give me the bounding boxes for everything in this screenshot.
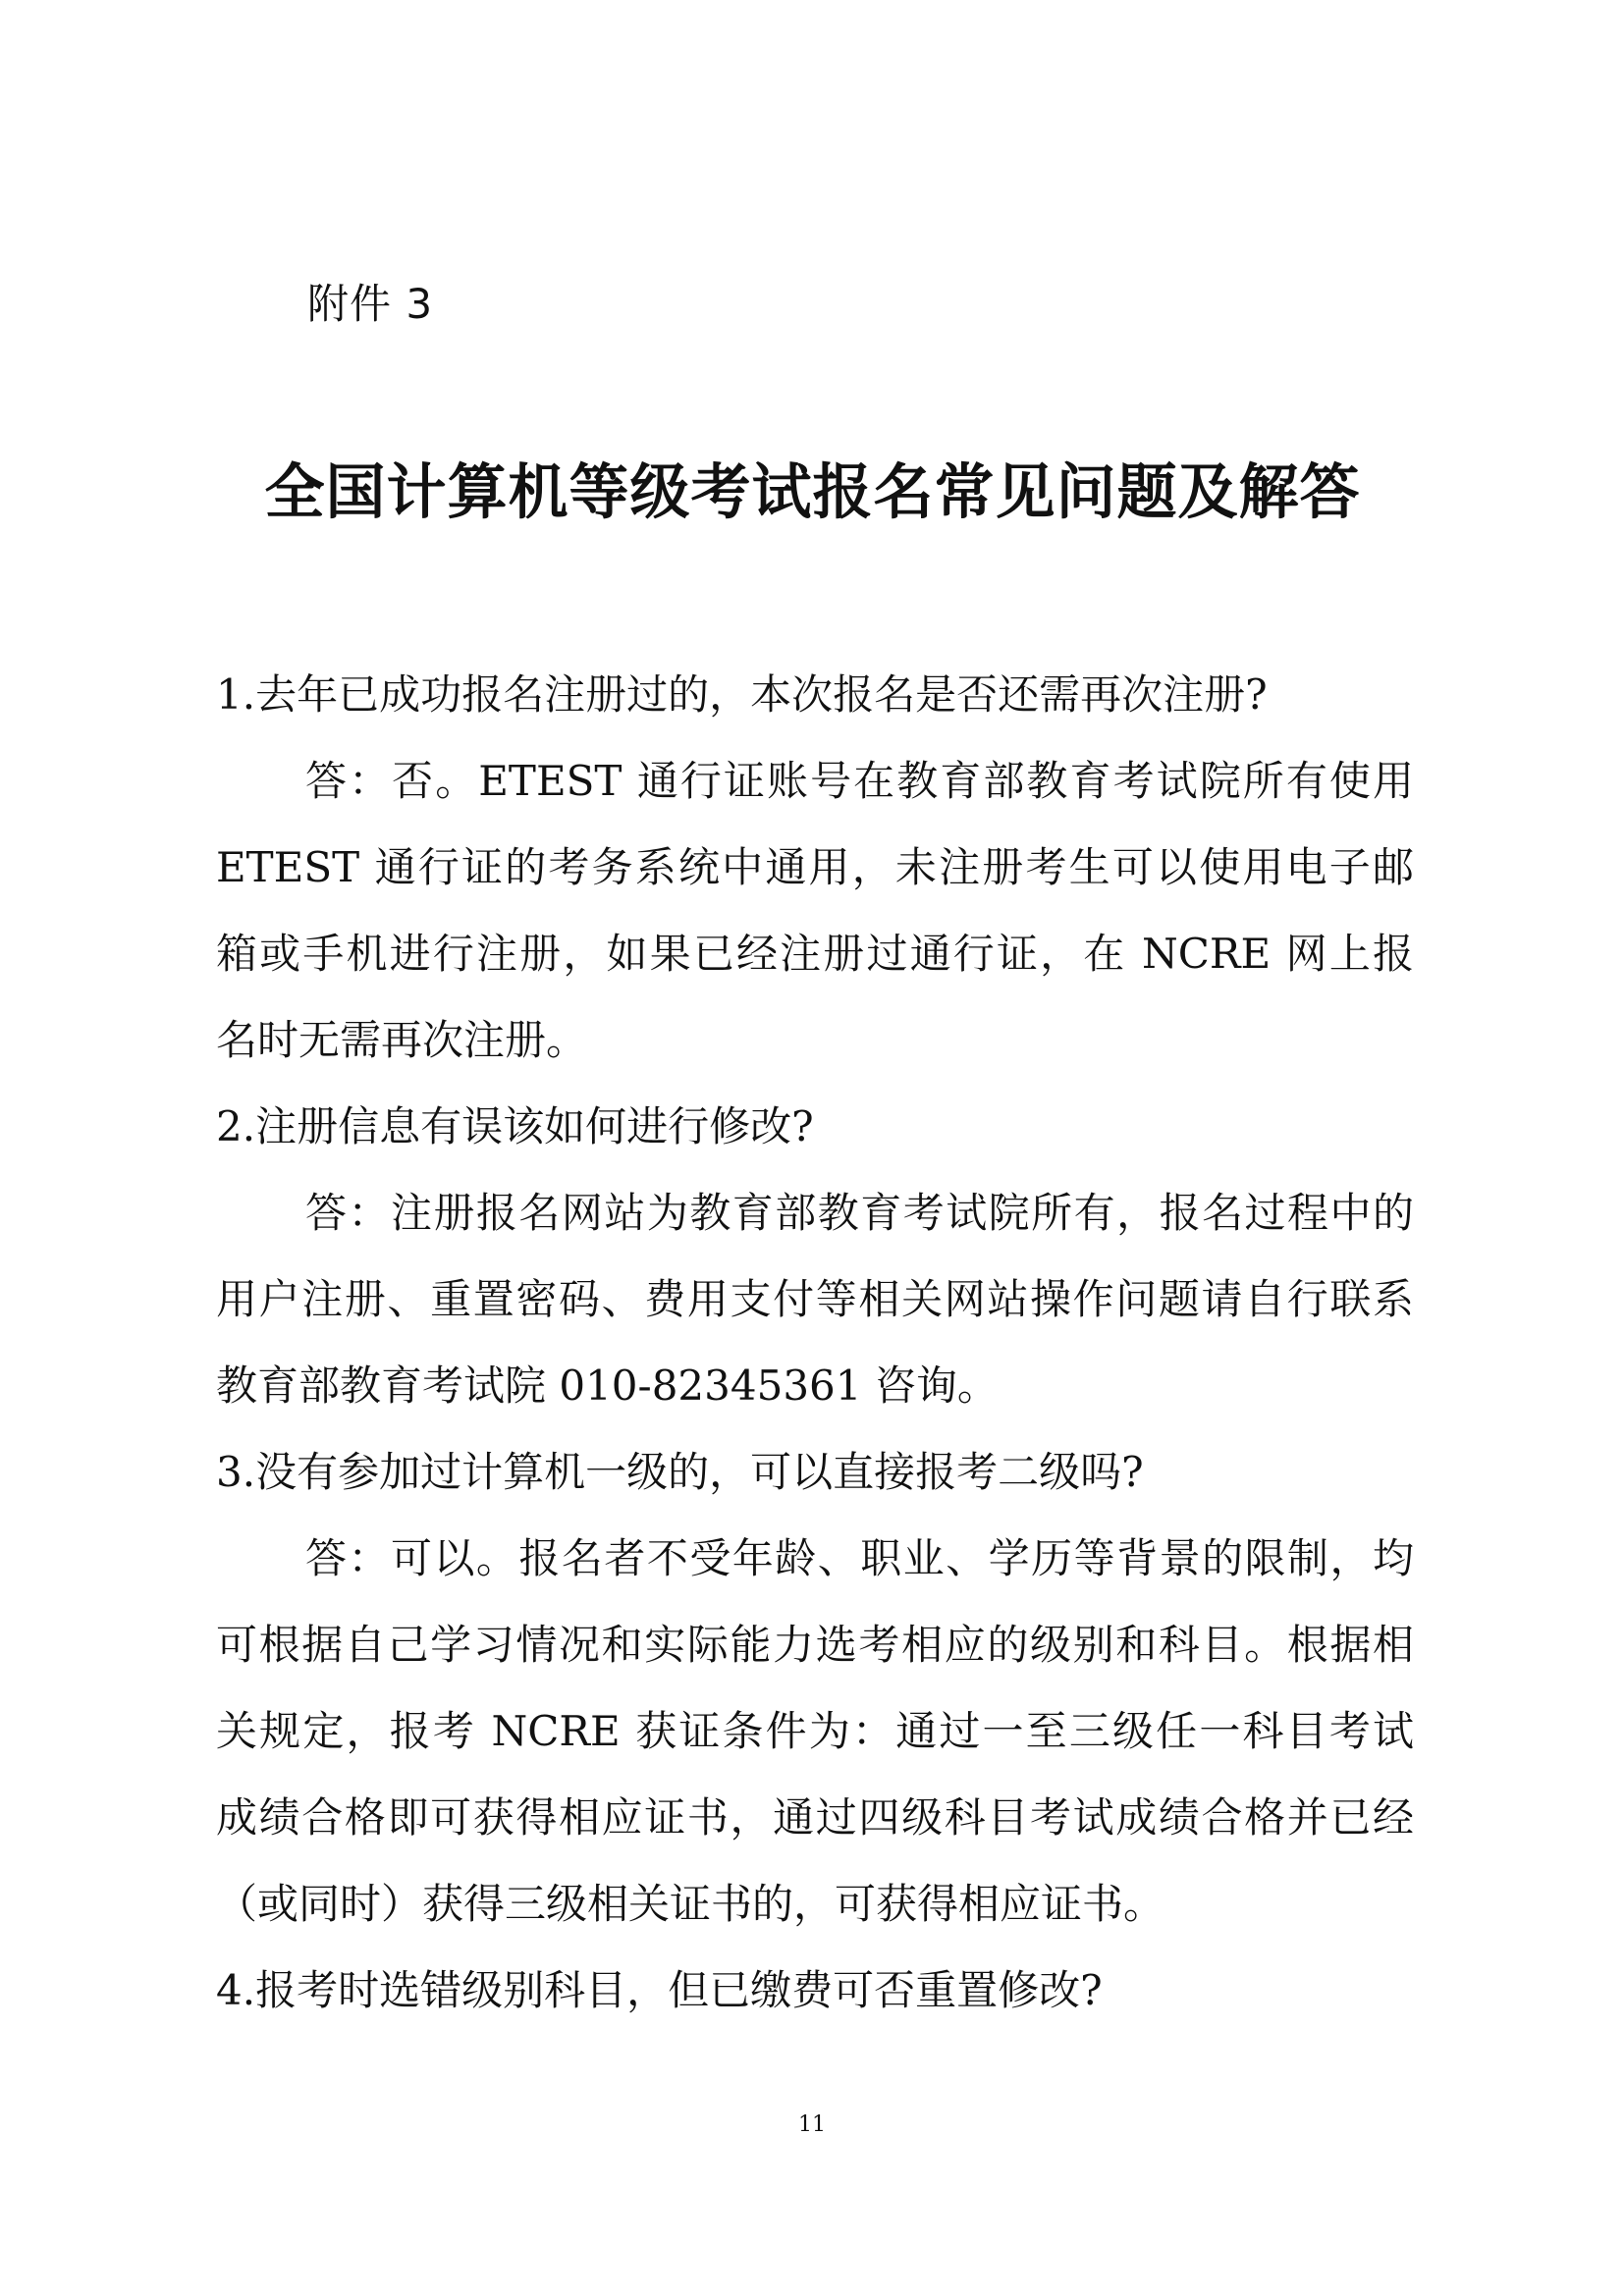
faq-question-2: 2.注册信息有误该如何进行修改? (216, 1102, 814, 1150)
faq-answer-1-line-1: 答：否。ETEST 通行证账号在教育部教育考试院所有使用 (305, 757, 1414, 805)
faq-answer-1-line-2: ETEST 通行证的考务系统中通用，未注册考生可以使用电子邮 (216, 843, 1414, 891)
faq-answer-2-line-2: 用户注册、重置密码、费用支付等相关网站操作问题请自行联系 (216, 1275, 1414, 1323)
faq-answer-3-line-3: 关规定，报考 NCRE 获证条件为：通过一至三级任一科目考试 (216, 1707, 1414, 1755)
faq-answer-3-line-2: 可根据自己学习情况和实际能力选考相应的级别和科目。根据相 (216, 1621, 1414, 1669)
faq-question-4: 4.报考时选错级别科目，但已缴费可否重置修改? (216, 1966, 1103, 2014)
faq-answer-2-line-3: 教育部教育考试院 010-82345361 咨询。 (216, 1362, 999, 1410)
faq-answer-3-line-5: （或同时）获得三级相关证书的，可获得相应证书。 (216, 1880, 1165, 1928)
faq-answer-2-line-1: 答：注册报名网站为教育部教育考试院所有，报名过程中的 (305, 1189, 1414, 1237)
faq-answer-1-line-4: 名时无需再次注册。 (216, 1016, 588, 1064)
faq-answer-1-line-3: 箱或手机进行注册，如果已经注册过通行证，在 NCRE 网上报 (216, 930, 1414, 978)
page-number: 11 (798, 2112, 826, 2137)
faq-answer-3-line-1: 答：可以。报名者不受年龄、职业、学历等背景的限制，均 (305, 1534, 1414, 1582)
faq-answer-3-line-4: 成绩合格即可获得相应证书，通过四级科目考试成绩合格并已经 (216, 1793, 1414, 1842)
faq-body (216, 652, 1414, 2034)
document-title: 全国计算机等级考试报名常见问题及解答 (264, 457, 1361, 527)
faq-question-1: 1.去年已成功报名注册过的，本次报名是否还需再次注册? (216, 670, 1268, 719)
faq-question-3: 3.没有参加过计算机一级的，可以直接报考二级吗? (216, 1448, 1144, 1496)
attachment-label: 附件 3 (307, 280, 434, 328)
